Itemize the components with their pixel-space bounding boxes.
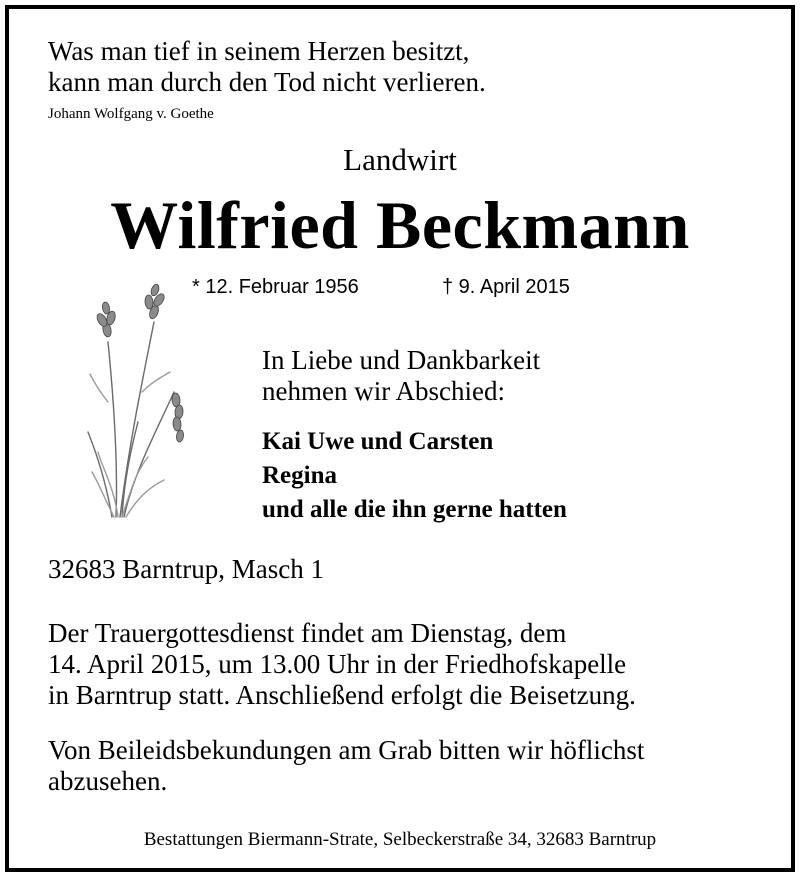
quote <box>48 36 486 98</box>
family-address: 32683 Barntrup, Masch 1 <box>48 554 324 584</box>
death-date: † 9. April 2015 <box>442 276 570 298</box>
mourner-name: Kai Uwe und Carsten <box>262 428 494 455</box>
service-line: in Barntrup statt. Anschließend erfolgt die Beisetzung. <box>48 680 636 710</box>
farewell-line: In Liebe und Dankbarkeit <box>262 345 541 375</box>
service-line: 14. April 2015, um 13.00 Uhr in der Friedhofskapelle <box>48 649 627 679</box>
deceased-name: Wilfried Beckmann <box>110 187 690 263</box>
condolence-note <box>48 735 644 797</box>
mourner-name: Regina <box>262 462 337 489</box>
quote-author: Johann Wolfgang v. Goethe <box>48 106 214 122</box>
birth-date: * 12. Februar 1956 <box>192 276 359 298</box>
occupation: Landwirt <box>343 142 457 177</box>
condolence-line: abzusehen. <box>48 766 168 796</box>
condolence-line: Von Beileidsbekundungen am Grab bitten wir höflichst <box>48 735 645 765</box>
funeral-home: Bestattungen Biermann-Strate, Selbeckerstraße 34, 32683 Barntrup <box>143 829 657 850</box>
mourners-list <box>262 425 567 527</box>
quote-line: kann man durch den Tod nicht verlieren. <box>48 67 486 97</box>
service-details <box>48 618 636 711</box>
farewell-text <box>262 345 540 407</box>
mourner-name: und alle die ihn gerne hatten <box>262 496 567 523</box>
wheat-icon <box>78 282 198 522</box>
farewell-line: nehmen wir Abschied: <box>262 376 505 406</box>
quote-line: Was man tief in seinem Herzen besitzt, <box>48 36 470 66</box>
service-line: Der Trauergottesdienst findet am Dienstag, dem <box>48 618 567 648</box>
